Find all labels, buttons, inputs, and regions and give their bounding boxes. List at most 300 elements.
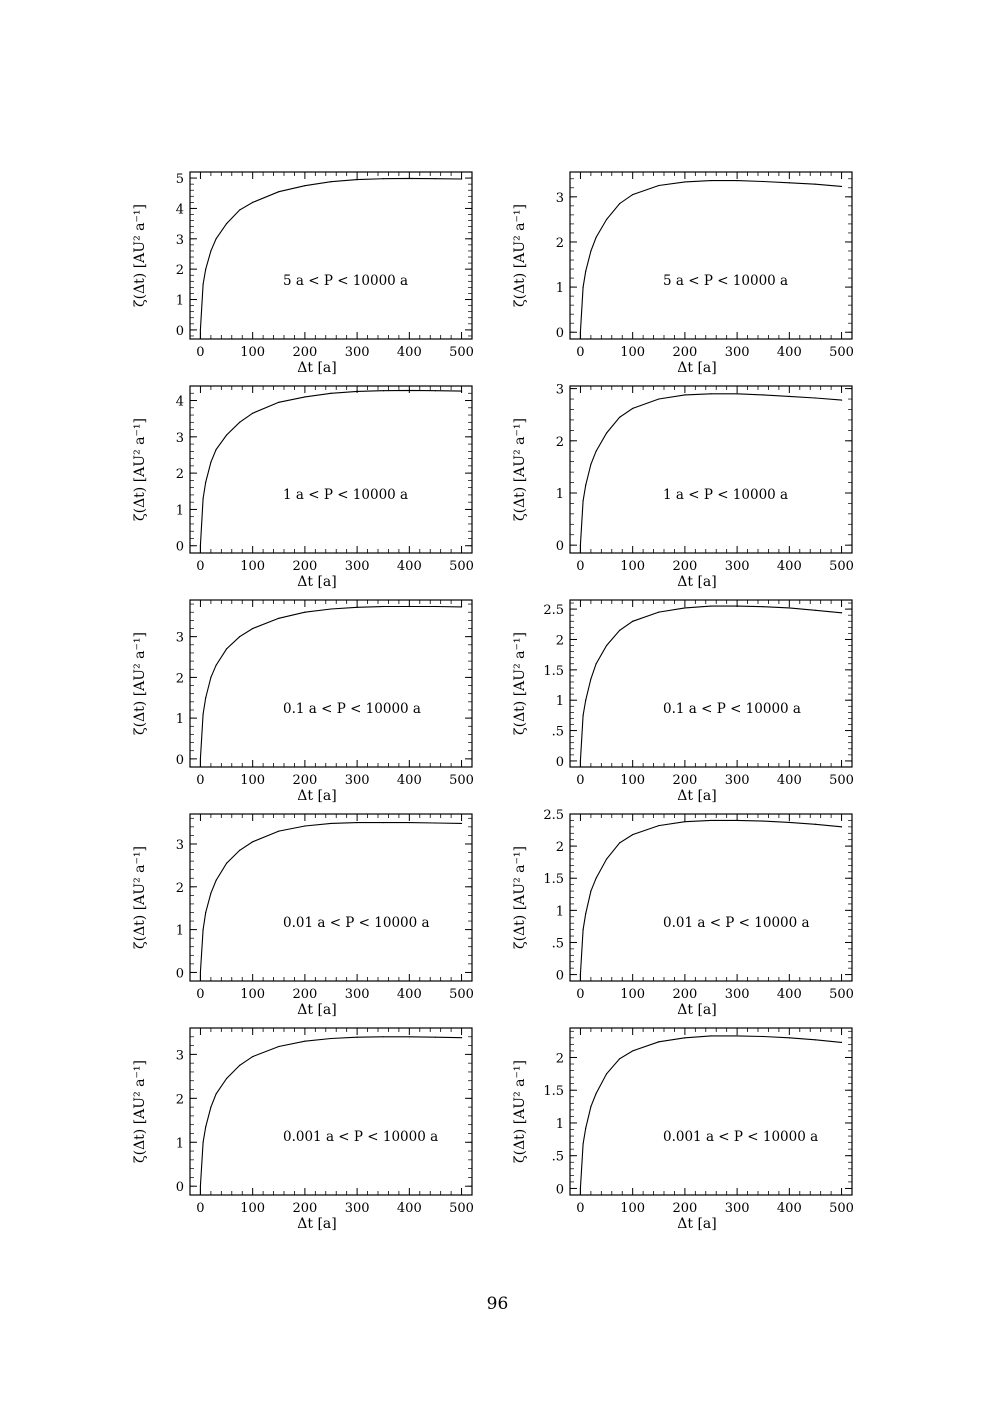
x-axis-label: Δt [a] <box>297 1216 337 1232</box>
x-tick-label: 500 <box>829 773 854 788</box>
y-tick-label: 1 <box>175 293 184 309</box>
x-tick-label: 400 <box>776 773 802 788</box>
y-tick-label: .5 <box>551 936 564 952</box>
data-point <box>585 271 586 272</box>
data-point <box>202 498 203 499</box>
y-tick-label: 2 <box>175 467 184 483</box>
data-point <box>239 1065 240 1066</box>
data-point <box>789 396 790 397</box>
data-point <box>606 645 607 646</box>
y-tick-label: 1 <box>175 503 184 519</box>
plot-frame <box>570 600 852 767</box>
x-axis-label: Δt [a] <box>297 788 337 804</box>
data-point <box>585 700 586 701</box>
data-point <box>606 219 607 220</box>
x-tick-label: 400 <box>396 559 422 574</box>
y-axis-label: ζ(Δt) [AU² a⁻¹] <box>512 846 528 949</box>
data-point <box>409 822 410 823</box>
y-tick-label: 2.5 <box>543 603 564 619</box>
plot-frame <box>190 386 472 553</box>
data-point <box>383 606 384 607</box>
y-axis-label: ζ(Δt) [AU² a⁻¹] <box>132 846 148 949</box>
data-point <box>205 269 206 270</box>
plot-frame <box>190 600 472 767</box>
data-point <box>632 834 633 835</box>
y-tick-label: 3 <box>175 837 184 853</box>
chart-panel-left-3 <box>132 600 474 804</box>
x-tick-label: 500 <box>829 345 854 360</box>
data-point <box>632 1050 633 1051</box>
x-tick-label: 200 <box>672 987 698 1002</box>
data-point <box>226 223 227 224</box>
data-point <box>582 1143 583 1144</box>
panel-annotation: 0.01 a < P < 10000 a <box>663 915 810 931</box>
y-tick-label: 1 <box>555 281 564 297</box>
data-point <box>763 394 764 395</box>
data-point <box>461 178 462 179</box>
x-axis-label: Δt [a] <box>297 360 337 376</box>
data-point <box>239 850 240 851</box>
data-point <box>409 1036 410 1037</box>
data-point <box>580 760 581 761</box>
y-tick-label: 1.5 <box>543 872 564 888</box>
data-point <box>409 390 410 391</box>
y-tick-label: .5 <box>551 1149 564 1165</box>
data-point <box>763 1036 764 1037</box>
data-point <box>580 1188 581 1189</box>
chart-panel-right-1 <box>512 172 854 376</box>
panel-annotation: 0.1 a < P < 10000 a <box>283 701 421 717</box>
data-point <box>632 408 633 409</box>
data-point <box>435 390 436 391</box>
data-point <box>763 181 764 182</box>
data-point <box>590 1106 591 1107</box>
series-line <box>200 178 461 339</box>
data-point <box>278 831 279 832</box>
data-point <box>596 878 597 879</box>
data-point <box>330 1038 331 1039</box>
data-point <box>632 194 633 195</box>
data-point <box>409 606 410 607</box>
x-tick-label: 500 <box>449 987 474 1002</box>
data-point <box>239 422 240 423</box>
data-point <box>789 1037 790 1038</box>
data-point <box>304 825 305 826</box>
chart-panel-left-4 <box>132 814 474 1018</box>
x-tick-label: 200 <box>292 987 318 1002</box>
panel-annotation: 0.01 a < P < 10000 a <box>283 915 430 931</box>
data-point <box>684 607 685 608</box>
data-point <box>737 393 738 394</box>
x-axis-label: Δt [a] <box>297 574 337 590</box>
y-tick-label: 1.5 <box>543 1084 564 1100</box>
x-tick-label: 300 <box>724 559 750 574</box>
data-point <box>252 841 253 842</box>
data-point <box>815 184 816 185</box>
y-axis-label: ζ(Δt) [AU² a⁻¹] <box>132 632 148 735</box>
data-point <box>737 605 738 606</box>
data-point <box>596 237 597 238</box>
data-point <box>357 607 358 608</box>
data-point <box>304 185 305 186</box>
data-point <box>841 826 842 827</box>
data-point <box>205 697 206 698</box>
y-tick-label: 1.5 <box>543 663 564 679</box>
y-tick-label: 2 <box>555 633 564 649</box>
x-tick-label: 200 <box>292 345 318 360</box>
y-axis-label: ζ(Δt) [AU² a⁻¹] <box>512 1060 528 1163</box>
data-point <box>606 858 607 859</box>
panel-annotation: 1 a < P < 10000 a <box>663 487 789 503</box>
x-tick-label: 100 <box>620 559 646 574</box>
x-tick-label: 0 <box>576 345 585 360</box>
data-point <box>590 890 591 891</box>
data-point <box>461 1037 462 1038</box>
x-tick-label: 500 <box>449 345 474 360</box>
x-tick-label: 100 <box>240 987 266 1002</box>
y-tick-label: 5 <box>175 172 184 188</box>
data-point <box>210 893 211 894</box>
x-tick-label: 500 <box>449 1201 474 1216</box>
x-tick-label: 100 <box>620 773 646 788</box>
x-tick-label: 300 <box>344 345 370 360</box>
data-point <box>210 462 211 463</box>
data-point <box>815 397 816 398</box>
x-axis-label: Δt [a] <box>677 788 717 804</box>
y-tick-label: 2 <box>555 840 564 856</box>
x-tick-label: 200 <box>672 1201 698 1216</box>
y-tick-label: 2 <box>175 263 184 279</box>
data-point <box>658 612 659 613</box>
data-point <box>684 181 685 182</box>
data-point <box>590 250 591 251</box>
data-point <box>737 1035 738 1036</box>
x-tick-label: 0 <box>196 559 205 574</box>
data-point <box>585 1128 586 1129</box>
data-point <box>210 677 211 678</box>
data-point <box>580 545 581 546</box>
data-point <box>461 390 462 391</box>
y-tick-label: 0 <box>175 1180 184 1196</box>
plot-frame <box>570 814 852 981</box>
data-point <box>606 1073 607 1074</box>
x-tick-label: 200 <box>672 559 698 574</box>
data-point <box>200 1186 201 1187</box>
x-tick-label: 0 <box>576 559 585 574</box>
y-axis-label: ζ(Δt) [AU² a⁻¹] <box>132 1060 148 1163</box>
data-point <box>658 825 659 826</box>
chart-panel-right-3 <box>512 600 854 804</box>
data-point <box>619 1058 620 1059</box>
x-tick-label: 400 <box>396 987 422 1002</box>
x-tick-label: 300 <box>724 345 750 360</box>
plot-frame <box>570 386 852 553</box>
data-point <box>619 630 620 631</box>
x-axis-label: Δt [a] <box>297 1002 337 1018</box>
data-point <box>435 606 436 607</box>
data-point <box>304 612 305 613</box>
data-point <box>435 1037 436 1038</box>
x-tick-label: 400 <box>776 559 802 574</box>
y-tick-label: 4 <box>175 394 184 410</box>
data-point <box>200 972 201 973</box>
panel-annotation: 5 a < P < 10000 a <box>663 273 789 289</box>
y-tick-label: 1 <box>175 923 184 939</box>
data-point <box>582 500 583 501</box>
x-tick-label: 500 <box>449 773 474 788</box>
y-tick-label: 1 <box>555 904 564 920</box>
y-tick-label: 2.5 <box>543 808 564 823</box>
x-axis-label: Δt [a] <box>677 360 717 376</box>
data-point <box>210 1107 211 1108</box>
x-tick-label: 300 <box>724 1201 750 1216</box>
data-point <box>606 432 607 433</box>
data-point <box>216 665 217 666</box>
data-point <box>200 329 201 330</box>
chart-panel-right-4 <box>512 808 854 1018</box>
x-tick-label: 0 <box>196 987 205 1002</box>
data-point <box>357 391 358 392</box>
data-point <box>330 393 331 394</box>
x-tick-label: 0 <box>576 987 585 1002</box>
plot-frame <box>570 172 852 339</box>
data-point <box>226 863 227 864</box>
x-axis-label: Δt [a] <box>677 1216 717 1232</box>
x-tick-label: 500 <box>829 987 854 1002</box>
y-tick-label: 0 <box>555 326 564 342</box>
data-point <box>226 434 227 435</box>
y-tick-label: 1 <box>175 712 184 728</box>
data-point <box>278 191 279 192</box>
data-point <box>619 203 620 204</box>
x-tick-label: 100 <box>240 1201 266 1216</box>
x-tick-label: 100 <box>240 345 266 360</box>
data-point <box>304 1041 305 1042</box>
data-point <box>252 628 253 629</box>
y-axis-label: ζ(Δt) [AU² a⁻¹] <box>512 204 528 307</box>
y-axis-label: ζ(Δt) [AU² a⁻¹] <box>132 204 148 307</box>
data-point <box>200 545 201 546</box>
data-point <box>239 636 240 637</box>
x-tick-label: 200 <box>672 345 698 360</box>
panel-annotation: 0.1 a < P < 10000 a <box>663 701 801 717</box>
data-point <box>815 1039 816 1040</box>
x-tick-label: 0 <box>196 345 205 360</box>
data-point <box>202 284 203 285</box>
y-tick-label: 2 <box>175 880 184 896</box>
data-point <box>461 606 462 607</box>
y-tick-label: 2 <box>175 1092 184 1108</box>
x-tick-label: 300 <box>344 987 370 1002</box>
data-point <box>580 974 581 975</box>
y-tick-label: 0 <box>555 1182 564 1198</box>
y-tick-label: 3 <box>555 382 564 398</box>
data-point <box>763 820 764 821</box>
series-line <box>200 390 461 553</box>
y-tick-label: 3 <box>555 190 564 206</box>
data-point <box>596 451 597 452</box>
y-tick-label: 0 <box>175 966 184 982</box>
plot-frame <box>190 172 472 339</box>
data-point <box>330 181 331 182</box>
y-tick-label: 2 <box>555 434 564 450</box>
plot-frame <box>190 814 472 981</box>
series-line <box>580 181 841 339</box>
data-point <box>202 713 203 714</box>
data-point <box>216 1093 217 1094</box>
panel-annotation: 5 a < P < 10000 a <box>283 273 409 289</box>
data-point <box>815 824 816 825</box>
x-tick-label: 0 <box>576 1201 585 1216</box>
data-point <box>710 1035 711 1036</box>
data-point <box>789 182 790 183</box>
y-tick-label: 1 <box>175 1136 184 1152</box>
data-point <box>815 610 816 611</box>
data-point <box>330 823 331 824</box>
y-tick-label: 1 <box>555 694 564 710</box>
data-point <box>841 186 842 187</box>
data-point <box>200 758 201 759</box>
y-tick-label: .5 <box>551 724 564 740</box>
x-tick-label: 500 <box>829 1201 854 1216</box>
x-tick-label: 200 <box>292 559 318 574</box>
data-point <box>585 913 586 914</box>
data-point <box>789 607 790 608</box>
data-point <box>763 606 764 607</box>
y-tick-label: 0 <box>175 539 184 555</box>
x-tick-label: 400 <box>776 345 802 360</box>
data-point <box>590 464 591 465</box>
x-tick-label: 300 <box>344 773 370 788</box>
data-point <box>590 678 591 679</box>
x-tick-label: 400 <box>776 1201 802 1216</box>
y-tick-label: 4 <box>175 202 184 218</box>
data-point <box>383 178 384 179</box>
data-point <box>585 485 586 486</box>
data-point <box>252 413 253 414</box>
x-tick-label: 100 <box>240 773 266 788</box>
data-point <box>710 180 711 181</box>
data-point <box>710 820 711 821</box>
data-point <box>841 1042 842 1043</box>
series-line <box>580 820 841 981</box>
y-tick-label: 0 <box>175 323 184 339</box>
data-point <box>202 929 203 930</box>
data-point <box>216 238 217 239</box>
y-tick-label: 3 <box>175 630 184 646</box>
x-tick-label: 100 <box>620 987 646 1002</box>
x-tick-label: 300 <box>724 987 750 1002</box>
data-point <box>278 1046 279 1047</box>
data-point <box>658 185 659 186</box>
y-tick-label: 0 <box>555 539 564 555</box>
series-line <box>200 823 461 981</box>
chart-panel-left-1 <box>132 172 474 376</box>
chart-panel-right-2 <box>512 383 854 590</box>
x-tick-label: 500 <box>829 559 854 574</box>
y-axis-label: ζ(Δt) [AU² a⁻¹] <box>512 418 528 521</box>
panel-annotation: 0.001 a < P < 10000 a <box>663 1129 819 1145</box>
x-tick-label: 200 <box>292 1201 318 1216</box>
x-tick-label: 400 <box>396 773 422 788</box>
y-tick-label: 0 <box>555 754 564 770</box>
x-tick-label: 0 <box>576 773 585 788</box>
x-axis-label: Δt [a] <box>677 574 717 590</box>
panel-annotation: 0.001 a < P < 10000 a <box>283 1129 439 1145</box>
data-point <box>684 394 685 395</box>
data-point <box>383 1036 384 1037</box>
x-tick-label: 500 <box>449 559 474 574</box>
series-line <box>200 607 461 768</box>
data-point <box>684 821 685 822</box>
data-point <box>304 396 305 397</box>
y-axis-label: ζ(Δt) [AU² a⁻¹] <box>132 418 148 521</box>
chart-panel-right-5 <box>512 1028 854 1232</box>
y-axis-label: ζ(Δt) [AU² a⁻¹] <box>512 632 528 735</box>
panel-annotation: 1 a < P < 10000 a <box>283 487 409 503</box>
data-point <box>596 663 597 664</box>
data-point <box>619 842 620 843</box>
data-point <box>226 1078 227 1079</box>
data-point <box>580 332 581 333</box>
data-point <box>841 399 842 400</box>
y-tick-label: 1 <box>555 1116 564 1132</box>
x-tick-label: 200 <box>672 773 698 788</box>
data-point <box>278 402 279 403</box>
data-point <box>216 449 217 450</box>
data-point <box>330 608 331 609</box>
data-point <box>684 1037 685 1038</box>
page-number: 96 <box>486 1294 509 1314</box>
data-point <box>789 822 790 823</box>
data-point <box>383 390 384 391</box>
data-point <box>841 612 842 613</box>
y-tick-label: 0 <box>555 968 564 984</box>
plot-frame <box>190 1028 472 1195</box>
data-point <box>658 1041 659 1042</box>
data-point <box>205 912 206 913</box>
x-tick-label: 100 <box>620 1201 646 1216</box>
x-axis-label: Δt [a] <box>677 1002 717 1018</box>
y-tick-label: 2 <box>175 671 184 687</box>
y-tick-label: 2 <box>555 235 564 251</box>
x-tick-label: 100 <box>620 345 646 360</box>
x-tick-label: 400 <box>776 987 802 1002</box>
data-point <box>216 880 217 881</box>
y-tick-label: 1 <box>555 486 564 502</box>
chart-panel-left-5 <box>132 1028 474 1232</box>
chart-panel-left-2 <box>132 386 474 590</box>
data-point <box>461 823 462 824</box>
data-point <box>435 178 436 179</box>
data-point <box>435 822 436 823</box>
data-point <box>710 393 711 394</box>
y-tick-label: 3 <box>175 232 184 248</box>
data-point <box>619 417 620 418</box>
y-tick-label: 0 <box>175 752 184 768</box>
data-point <box>239 209 240 210</box>
data-point <box>737 820 738 821</box>
data-point <box>383 822 384 823</box>
data-point <box>582 286 583 287</box>
data-point <box>252 1056 253 1057</box>
data-point <box>582 715 583 716</box>
data-point <box>632 621 633 622</box>
data-point <box>357 179 358 180</box>
data-point <box>278 618 279 619</box>
x-tick-label: 300 <box>724 773 750 788</box>
x-tick-label: 100 <box>240 559 266 574</box>
